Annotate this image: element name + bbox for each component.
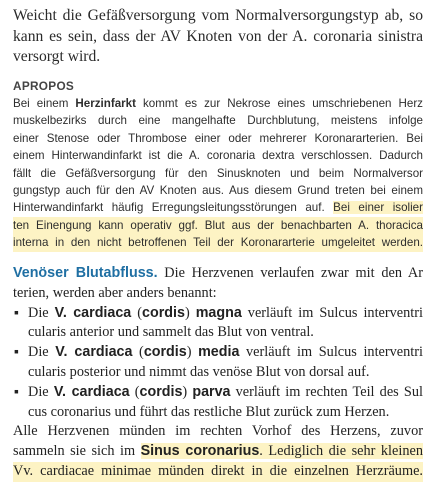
text-line: fällt die Gefäßversorgung für den Sinusknoten und beim Normalversor xyxy=(13,166,423,180)
text-span: Die xyxy=(28,383,54,400)
text-span: Die xyxy=(28,344,56,361)
text-span: verläuft im rechten Teil des Sul xyxy=(230,383,423,400)
text-line xyxy=(13,264,423,284)
text-line: Weicht die Gefäßversorgung vom Normalversorgungstyp ab, so xyxy=(13,7,423,24)
text-line: einer Stenose oder Thrombose einer oder mehrerer Koronararterien. Bei xyxy=(13,131,423,145)
text-span: Bei einem xyxy=(13,97,76,110)
vein-term: cordis xyxy=(139,383,183,400)
text-span: Die xyxy=(28,304,55,321)
vein-name: parva xyxy=(192,383,231,400)
text-line: versorgt wird. xyxy=(13,48,101,65)
text-line: muskelbezirks durch eine mangelhafte Durchblutung, meistens infolge xyxy=(13,114,423,128)
list-item xyxy=(13,383,423,423)
highlighted-line: ten Einengung kann operativ ggf. Blut aus der benachbarten A. thoracica xyxy=(13,217,423,234)
vein-term: V. cardiaca xyxy=(54,304,132,321)
vein-term: V. cardiaca xyxy=(53,383,130,400)
text-span: verläuft im Sulcus interventri xyxy=(239,344,423,361)
text-line: ▪ Die V. cardiaca (cordis) parva verläuft im rechten Teil des Sul xyxy=(28,383,423,400)
section-heading: Venöser Blutabfluss. xyxy=(13,265,158,281)
text-span: . Lediglich die sehr kleinen xyxy=(259,443,423,460)
text-line: terien, werden aber anders benannt: xyxy=(13,284,217,301)
venous-section xyxy=(13,264,423,482)
text-line: cus coronarius und führt das restliche Blut zurück zum Herzen. xyxy=(28,403,390,420)
text-line: Alle Herzvenen münden im rechten Vorhof des Herzens, zuvor xyxy=(13,423,423,440)
text-line xyxy=(13,442,423,462)
text-line xyxy=(13,95,423,112)
text-line: ▪ Die V. cardiaca (cordis) magna verläuft im Sulcus interventri xyxy=(28,304,423,321)
intro-paragraph xyxy=(13,6,423,68)
text-line: cularis anterior und sammelt das Blut von ventral. xyxy=(28,324,314,341)
text-span: kommt es zur Nekrose eines umschriebenen Herz xyxy=(135,97,423,110)
text-span: Die Herzvenen verlaufen zwar mit den Ar xyxy=(157,265,423,281)
vein-name: media xyxy=(198,344,240,361)
apropos-heading: APROPOS xyxy=(13,79,75,93)
text-span: verläuft im Sulcus interventri xyxy=(241,304,423,321)
highlighted-line: Vv. cardiacae minimae münden direkt in die einzelnen Herzräume. xyxy=(13,462,423,482)
list-item xyxy=(13,343,423,383)
text-span: Hinterwandinfarkt häufig Erregungsleitungsstörungen auf. xyxy=(13,201,334,215)
text-span: sammeln sie sich im xyxy=(13,443,141,460)
text-line: einem Hinterwandinfarkt ist die A. coronaria dextra verschlossen. Dadurch xyxy=(13,149,423,163)
highlight: Bei einer isolier xyxy=(333,201,423,215)
vein-term: cordis xyxy=(142,304,185,321)
text-line: gungstyp auch für den AV Knoten aus. Aus diesem Grund treten bei einem xyxy=(13,184,423,198)
highlight xyxy=(141,443,423,459)
text-line: ▪ Die V. cardiaca (cordis) media verläuft im Sulcus interventri xyxy=(28,344,423,361)
text-line xyxy=(13,199,423,216)
apropos-box xyxy=(13,95,423,252)
vein-term: V. cardiaca xyxy=(55,344,133,361)
list-item xyxy=(13,304,423,344)
text-line: cularis posterior und nimmt das venöse Blut von dorsal auf. xyxy=(28,363,370,380)
vein-name: magna xyxy=(195,304,242,321)
term-herzinfarkt: Herzinfarkt xyxy=(75,97,136,110)
term-sinus-coronarius: Sinus coronarius xyxy=(140,443,260,460)
text-line: kann es sein, dass der AV Knoten von der A. coronaria sinistra xyxy=(13,27,423,45)
highlighted-line: interna in den nicht betroffenen Teil der Koronararterie umgeleitet werden. xyxy=(13,234,423,251)
vein-term: cordis xyxy=(143,344,187,361)
